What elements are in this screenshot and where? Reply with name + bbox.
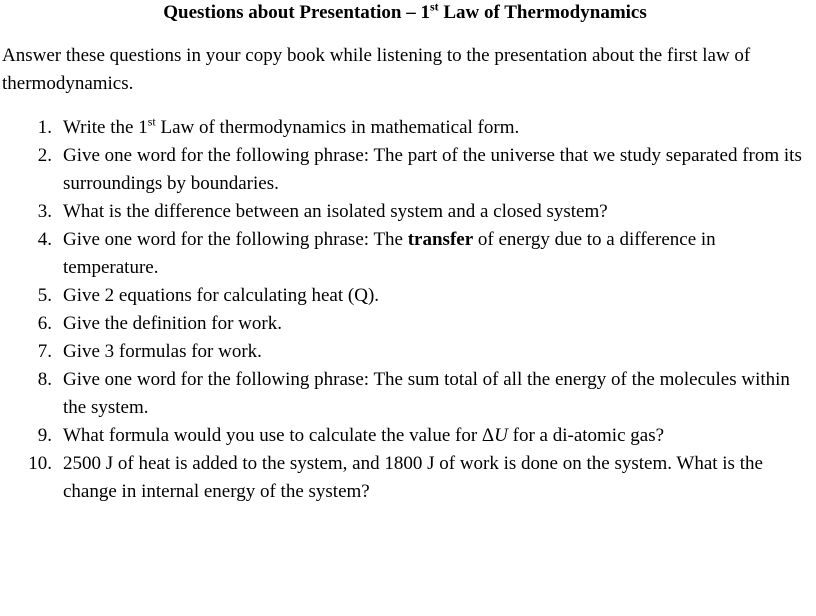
question-text: Give the definition for work. bbox=[63, 313, 282, 334]
question-number: 9. bbox=[37, 425, 52, 446]
question-text: What formula would you use to calculate the value for bbox=[63, 425, 482, 446]
question-text: of energy due to a difference in temperature. bbox=[63, 229, 716, 278]
title-text-start: Questions about Presentation – 1 bbox=[163, 2, 430, 23]
question-number: 4. bbox=[37, 229, 52, 250]
question-item-2 bbox=[2, 142, 808, 198]
question-item-1 bbox=[2, 114, 808, 142]
math-variable: U bbox=[494, 425, 508, 446]
question-item-3 bbox=[2, 198, 808, 226]
document-title bbox=[2, 1, 808, 25]
question-number: 3. bbox=[37, 201, 52, 222]
question-text: Give one word for the following phrase: The sum total of all the energy of the molecules within the system. bbox=[63, 369, 790, 418]
question-number: 5. bbox=[37, 285, 52, 306]
question-text: Give one word for the following phrase: The part of the universe that we study separated from its surroundings by boundaries. bbox=[63, 145, 802, 194]
question-text: What is the difference between an isolated system and a closed system? bbox=[63, 201, 608, 222]
question-item-4 bbox=[2, 226, 808, 282]
emphasized-word: transfer bbox=[407, 229, 474, 250]
question-item-6 bbox=[2, 310, 808, 338]
question-number: 6. bbox=[37, 313, 52, 334]
question-item-5 bbox=[2, 282, 808, 310]
question-list bbox=[2, 114, 808, 506]
question-item-9 bbox=[2, 422, 808, 450]
question-text: for a di-atomic gas? bbox=[507, 425, 665, 446]
question-text: Law of thermodynamics in mathematical form. bbox=[155, 117, 520, 138]
question-text: Give one word for the following phrase: The bbox=[63, 229, 408, 250]
question-number: 8. bbox=[37, 369, 52, 390]
document-page bbox=[0, 1, 816, 616]
question-number: 1. bbox=[37, 117, 52, 138]
question-text: Write the 1 bbox=[63, 117, 148, 138]
question-number: 10. bbox=[28, 453, 52, 474]
question-text: Give 2 equations for calculating heat (Q). bbox=[63, 285, 380, 306]
title-text-end: Law of Thermodynamics bbox=[438, 2, 647, 23]
ordinal-suffix: st bbox=[147, 114, 156, 129]
question-text: Give 3 formulas for work. bbox=[63, 341, 262, 362]
question-item-7 bbox=[2, 338, 808, 366]
question-item-10 bbox=[2, 450, 808, 506]
instructions-paragraph: Answer these questions in your copy book while listening to the presentation about the first law of thermodynamics. bbox=[2, 45, 751, 94]
question-number: 7. bbox=[37, 341, 52, 362]
question-number: 2. bbox=[37, 145, 52, 166]
title-ordinal-suffix: st bbox=[429, 0, 439, 14]
delta-symbol: Δ bbox=[481, 425, 495, 446]
question-text: 2500 J of heat is added to the system, and 1800 J of work is done on the system. What is the change in internal energy of the system? bbox=[63, 453, 763, 502]
question-item-8 bbox=[2, 366, 808, 422]
